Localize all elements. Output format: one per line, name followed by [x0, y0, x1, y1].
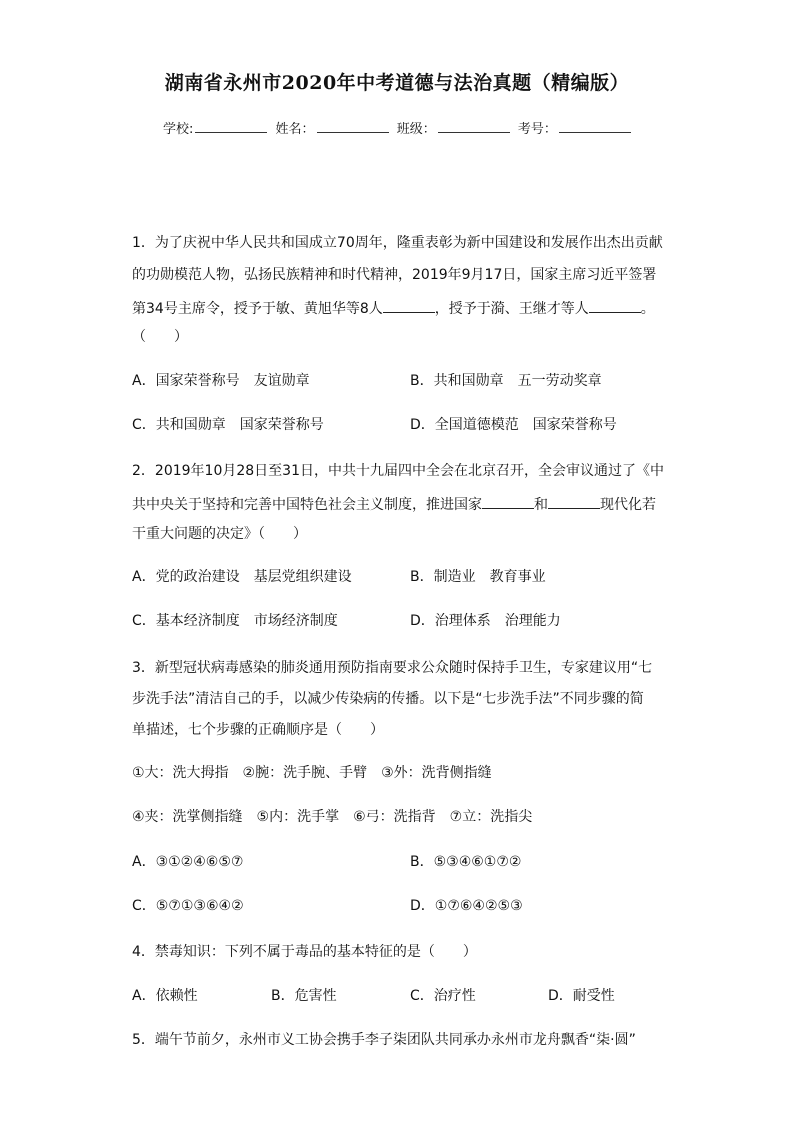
question-3-option-c[interactable]: C．⑤⑦①③⑥④② — [132, 898, 244, 914]
question-2-line-2-part-3: 现代化若 — [600, 497, 656, 513]
exam-number-label: 考号： — [517, 122, 557, 137]
question-2-option-d[interactable]: D．治理体系 治理能力 — [410, 613, 561, 629]
question-2-option-c[interactable]: C．基本经济制度 市场经济制度 — [132, 613, 338, 629]
question-1-option-d[interactable]: D．全国道德模范 国家荣誉称号 — [410, 417, 617, 433]
question-4-option-b[interactable]: B．危害性 — [271, 988, 337, 1004]
name-blank[interactable] — [317, 119, 389, 133]
question-1-bracket: （ ） — [132, 329, 188, 345]
question-2-line-1: 2．2019年10月28日至31日，中共十九届四中全会在北京召开，全会审议通过了《中 — [132, 463, 664, 479]
question-1-line-3-part-2: ，授予于漪、王继才等人 — [434, 301, 589, 317]
page-title: 湖南省永州市2020年中考道德与法治真题（精编版） — [164, 72, 630, 94]
question-3-line-2: 步洗手法”清洁自己的手，以减少传染病的传播。以下是“七步洗手法”不同步骤的简 — [132, 691, 644, 707]
question-3-option-d[interactable]: D．①⑦⑥④②⑤③ — [410, 898, 523, 914]
answer-blank — [383, 298, 435, 313]
question-1-option-b[interactable]: B．共和国勋章 五一劳动奖章 — [410, 373, 602, 389]
class-blank[interactable] — [438, 119, 510, 133]
school-label: 学校: — [163, 122, 194, 137]
question-4-option-a[interactable]: A．依赖性 — [132, 988, 198, 1004]
question-5-line-1: 5．端午节前夕，永州市义工协会携手李子柒团队共同承办永州市龙舟飘香“柒·圆” — [132, 1032, 636, 1048]
question-3-option-b[interactable]: B．⑤③④⑥①⑦② — [410, 854, 522, 870]
question-3-steps-2: ④夹：洗掌侧指缝 ⑤内：洗手掌 ⑥弓：洗指背 ⑦立：洗指尖 — [132, 809, 533, 825]
answer-blank — [482, 494, 534, 509]
question-1-line-2: 的功勋模范人物，弘扬民族精神和时代精神，2019年9月17日，国家主席习近平签署 — [132, 267, 657, 283]
question-1-line-3 — [132, 298, 655, 318]
question-3-option-a[interactable]: A．③①②④⑥⑤⑦ — [132, 854, 244, 870]
student-info-row — [163, 118, 633, 137]
question-2-option-a[interactable]: A．党的政治建设 基层党组织建设 — [132, 569, 352, 585]
question-1-line-1: 1．为了庆祝中华人民共和国成立70周年，隆重表彰为新中国建设和发展作出杰出贡献 — [132, 235, 663, 251]
question-4-option-c[interactable]: C．治疗性 — [410, 988, 476, 1004]
question-3-line-3: 单描述，七个步骤的正确顺序是（ ） — [132, 722, 384, 738]
question-2-line-2-part-1: 共中央关于坚持和完善中国特色社会主义制度，推进国家 — [132, 497, 482, 513]
answer-blank — [548, 494, 600, 509]
class-label: 班级： — [396, 122, 436, 137]
question-4-line-1: 4．禁毒知识：下列不属于毒品的基本特征的是（ ） — [132, 944, 477, 960]
question-1-line-3-part-3: 。 — [640, 301, 655, 317]
question-1-line-3-part-1: 第34号主席令，授予于敏、黄旭华等8人 — [132, 301, 383, 317]
question-1-option-c[interactable]: C．共和国勋章 国家荣誉称号 — [132, 417, 324, 433]
question-2-line-3: 干重大问题的决定》（ ） — [132, 526, 307, 542]
answer-blank — [589, 298, 641, 313]
exam-number-blank[interactable] — [559, 119, 631, 133]
question-2-line-2-part-2: 和 — [534, 497, 548, 513]
question-2-option-b[interactable]: B．制造业 教育事业 — [410, 569, 546, 585]
question-1-option-a[interactable]: A．国家荣誉称号 友谊勋章 — [132, 373, 310, 389]
question-4-option-d[interactable]: D．耐受性 — [548, 988, 615, 1004]
question-3-line-1: 3．新型冠状病毒感染的肺炎通用预防指南要求公众随时保持手卫生，专家建议用“七 — [132, 660, 653, 676]
question-3-steps-1: ①大：洗大拇指 ②腕：洗手腕、手臂 ③外：洗背侧指缝 — [132, 765, 492, 781]
name-label: 姓名： — [275, 122, 315, 137]
school-blank[interactable] — [195, 119, 267, 133]
question-2-line-2 — [132, 494, 656, 514]
